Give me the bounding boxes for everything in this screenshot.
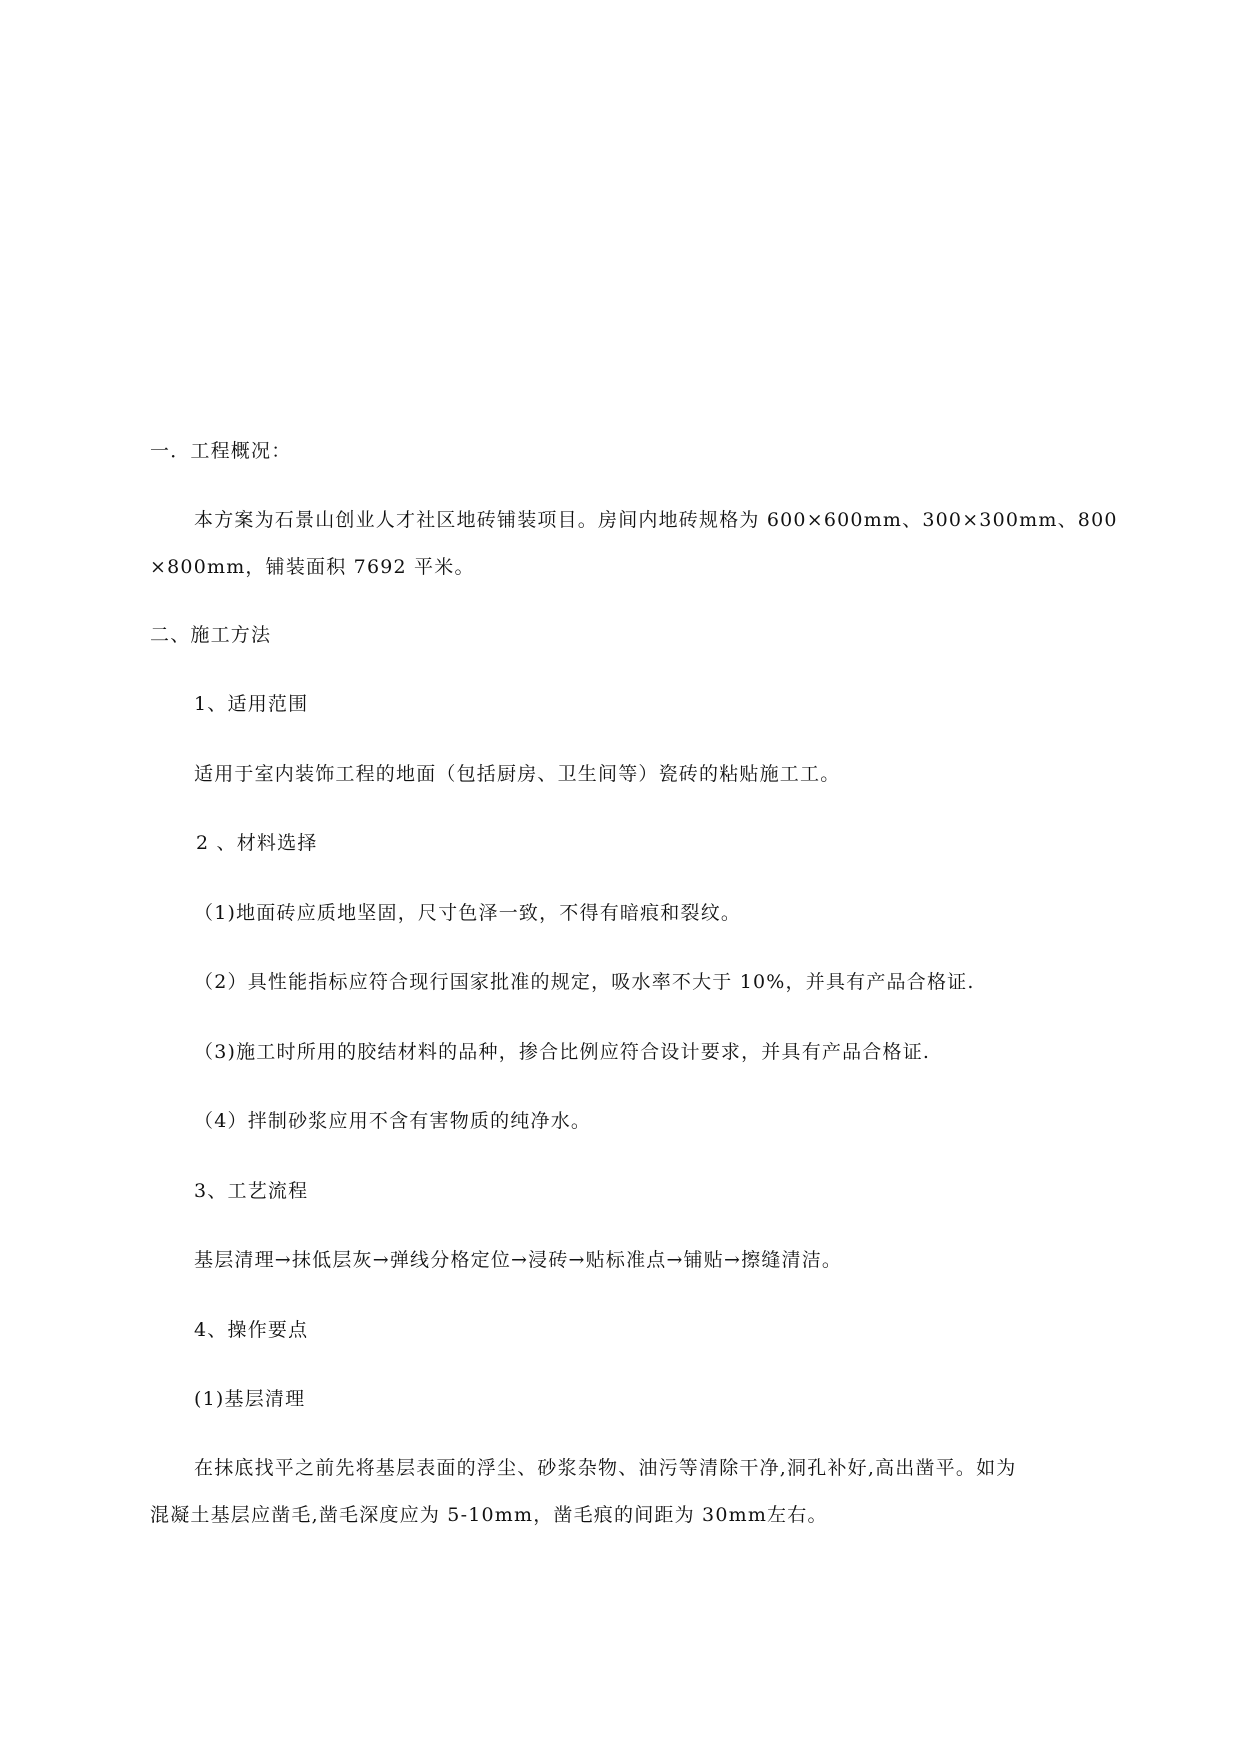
process-text: 基层清理→抹低层灰→弹线分格定位→浸砖→贴标准点→铺贴→擦缝清洁。 (194, 1249, 843, 1271)
section-heading-method: 二、施工方法 (150, 624, 272, 646)
materials-item-1: （1)地面砖应质地坚固，尺寸色泽一致，不得有暗痕和裂纹。 (194, 902, 742, 924)
key-points-subheading-base-cleaning: (1)基层清理 (194, 1388, 306, 1410)
section-heading-overview: 一．工程概况： (150, 440, 292, 462)
base-cleaning-paragraph-line-2: 混凝土基层应凿毛,凿毛深度应为 5-10mm，凿毛痕的间距为 30mm左右。 (150, 1504, 828, 1526)
overview-paragraph-line-1: 本方案为石景山创业人才社区地砖铺装项目。房间内地砖规格为 600×600mm、300×300mm、800 (194, 509, 1118, 531)
materials-item-2: （2）具性能指标应符合现行国家批准的规定，吸水率不大于 10%，并具有产品合格证. (194, 971, 975, 993)
materials-item-4: （4）拌制砂浆应用不含有害物质的纯净水。 (194, 1110, 592, 1132)
subsection-title-materials: 2 、材料选择 (196, 832, 318, 854)
subsection-title-process: 3、工艺流程 (194, 1180, 309, 1202)
materials-item-3: （3)施工时所用的胶结材料的品种，掺合比例应符合设计要求，并具有产品合格证. (194, 1041, 931, 1063)
subsection-title-scope: 1、适用范围 (194, 693, 309, 715)
scope-text: 适用于室内装饰工程的地面（包括厨房、卫生间等）瓷砖的粘贴施工工。 (194, 763, 841, 785)
subsection-title-key-points: 4、操作要点 (194, 1319, 309, 1341)
base-cleaning-paragraph-line-1: 在抹底找平之前先将基层表面的浮尘、砂浆杂物、油污等清除干净,洞孔补好,高出凿平。如为 (194, 1457, 1017, 1479)
overview-paragraph-line-2: ×800mm，铺装面积 7692 平米。 (150, 556, 475, 578)
